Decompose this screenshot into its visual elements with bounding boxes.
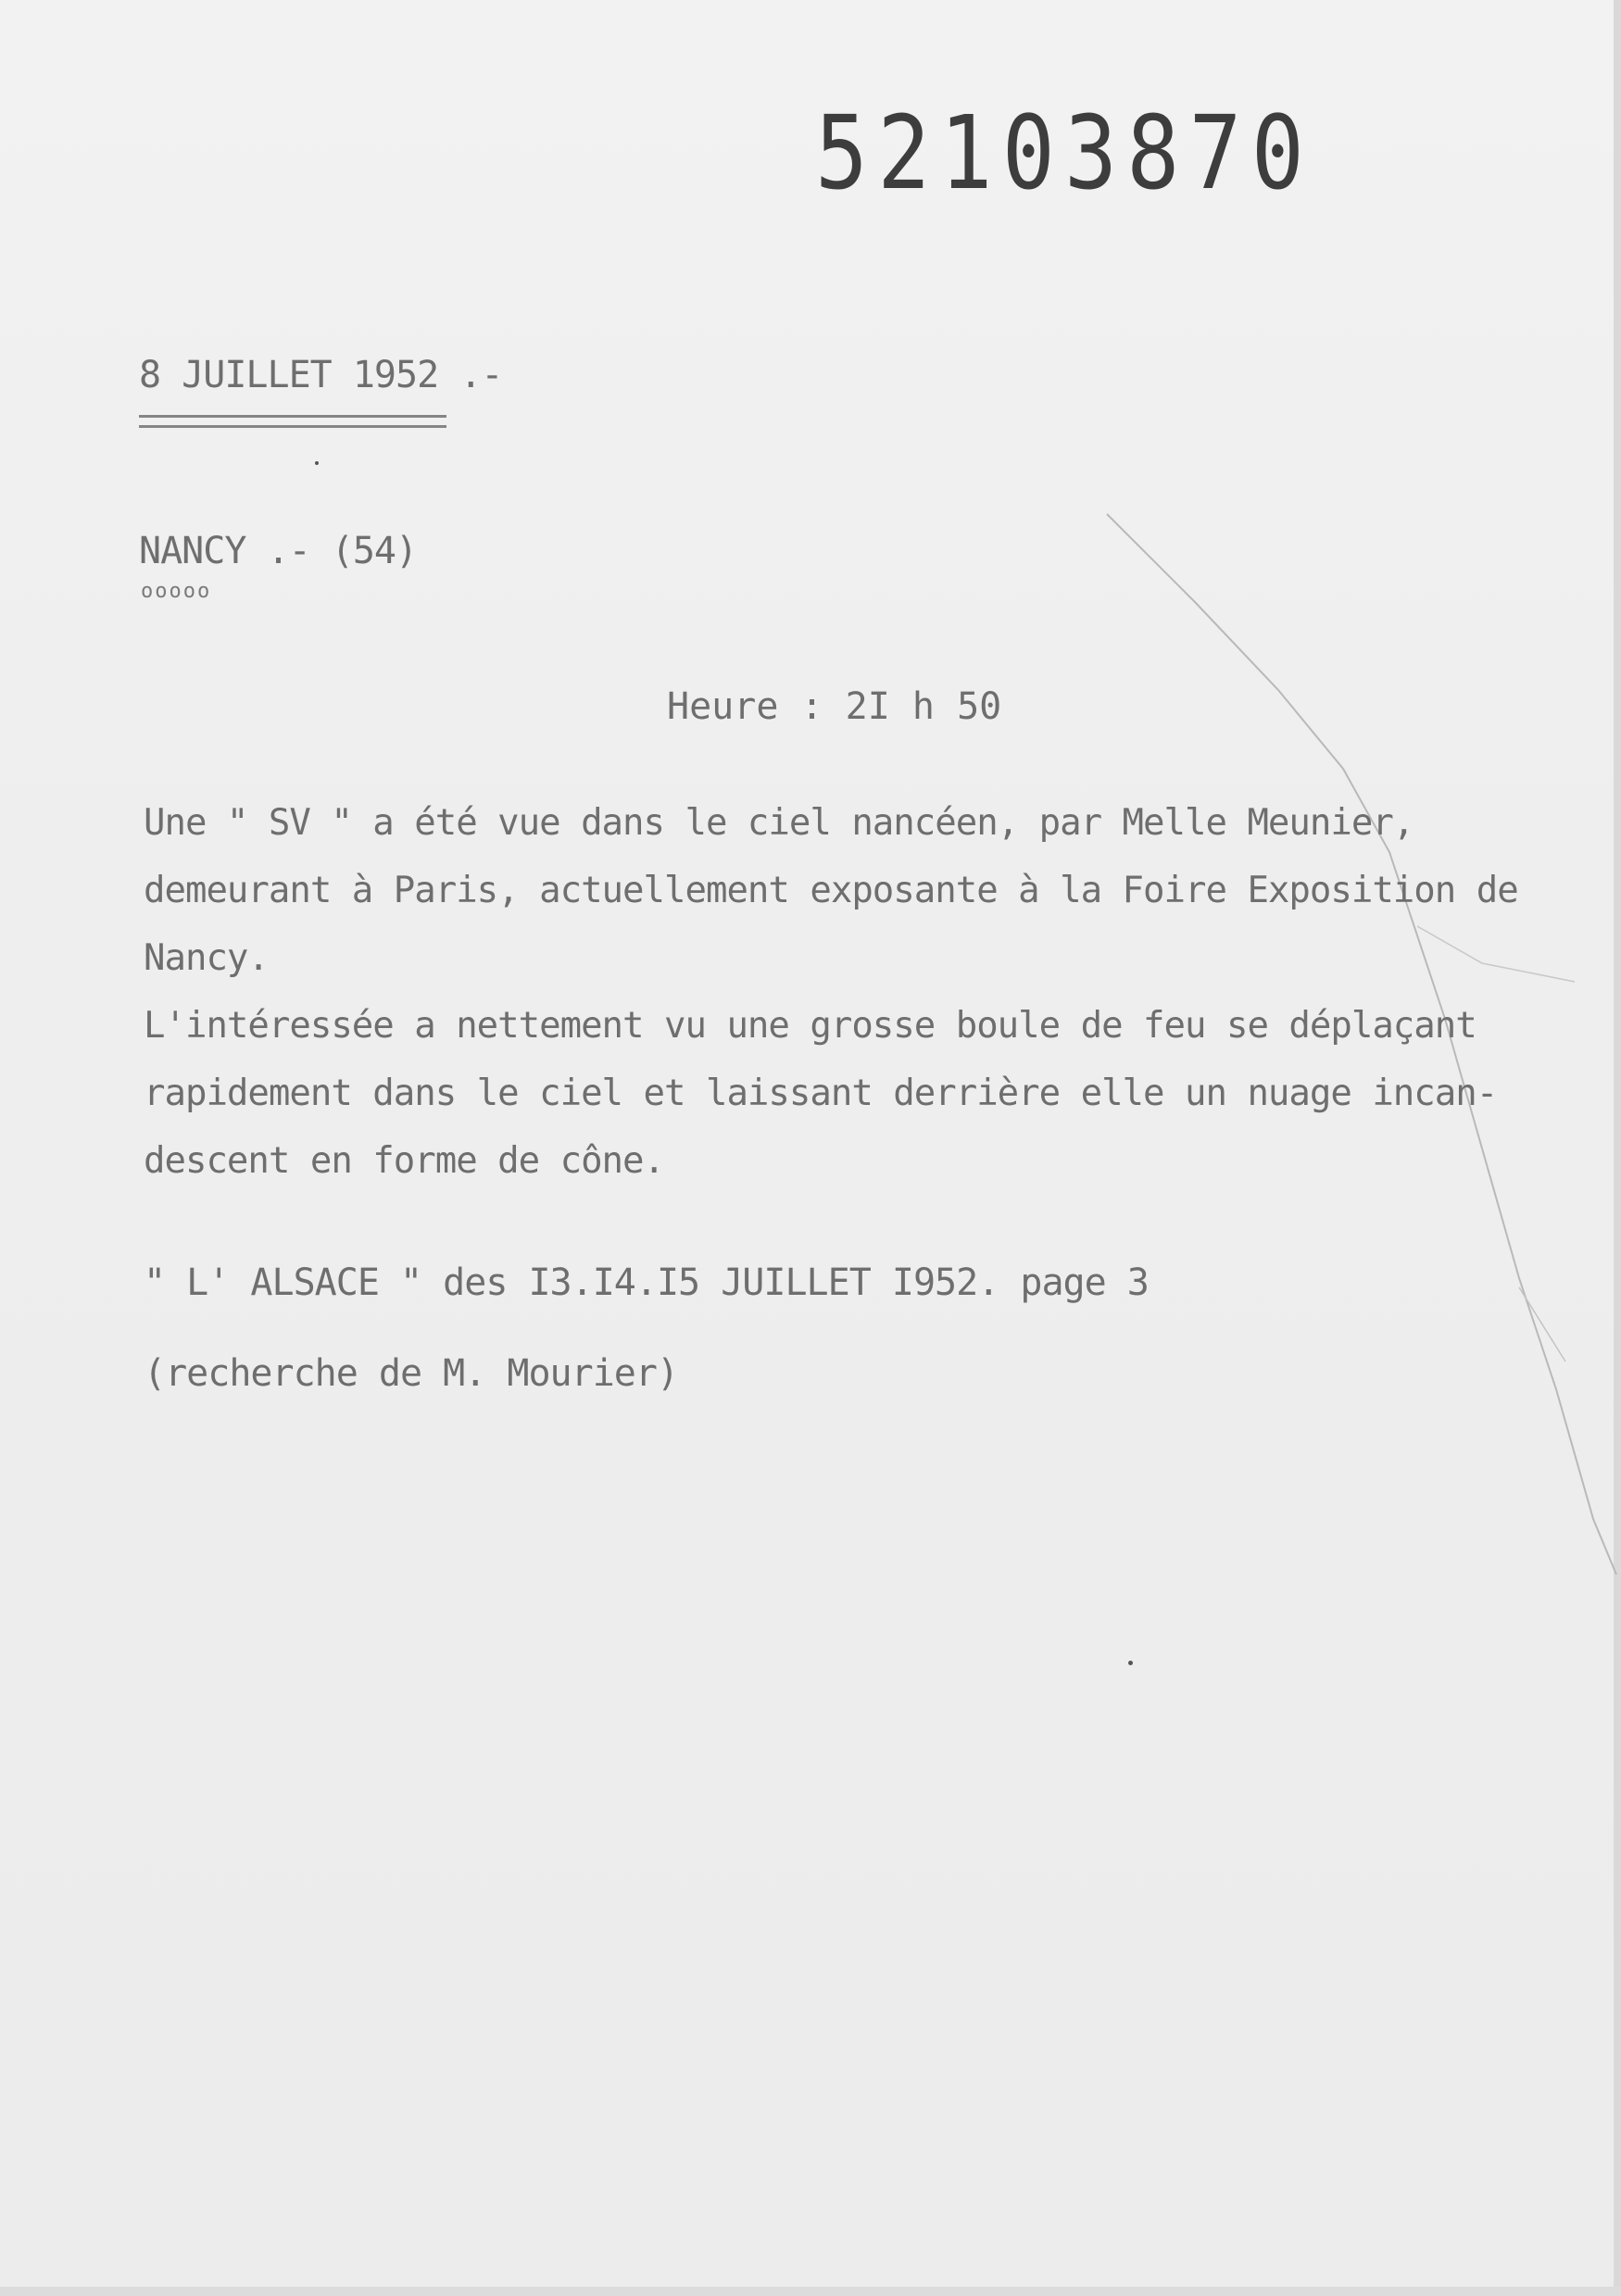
document-number: 52103870 <box>815 94 1314 212</box>
report-body <box>144 789 1570 1195</box>
place-underline-marks: ooooo <box>141 580 212 603</box>
date-underline <box>139 415 446 428</box>
date-heading: 8 JUILLET 1952 .- <box>139 354 503 396</box>
report-paragraph-2: L'intéressée a nettement vu une grosse boule de feu se déplaçant rapidement dans le ciel et laissant derrière elle un nuage incan-descent en forme de cône. <box>144 1005 1498 1182</box>
place-heading: NANCY .- (54) <box>139 530 418 572</box>
ink-speck <box>1128 1661 1133 1665</box>
hour-line: Heure : 2I h 50 <box>667 685 1002 728</box>
report-paragraph-1: Une " SV " a été vue dans le ciel nancéen, par Melle Meunier, demeurant à Paris, actuellement exposante à la Foire Exposition de Nancy. <box>144 802 1518 979</box>
ink-speck <box>315 461 319 465</box>
research-credit: (recherche de M. Mourier) <box>144 1352 679 1395</box>
source-citation: " L' ALSACE " des I3.I4.I5 JUILLET I952. page 3 <box>144 1261 1149 1304</box>
